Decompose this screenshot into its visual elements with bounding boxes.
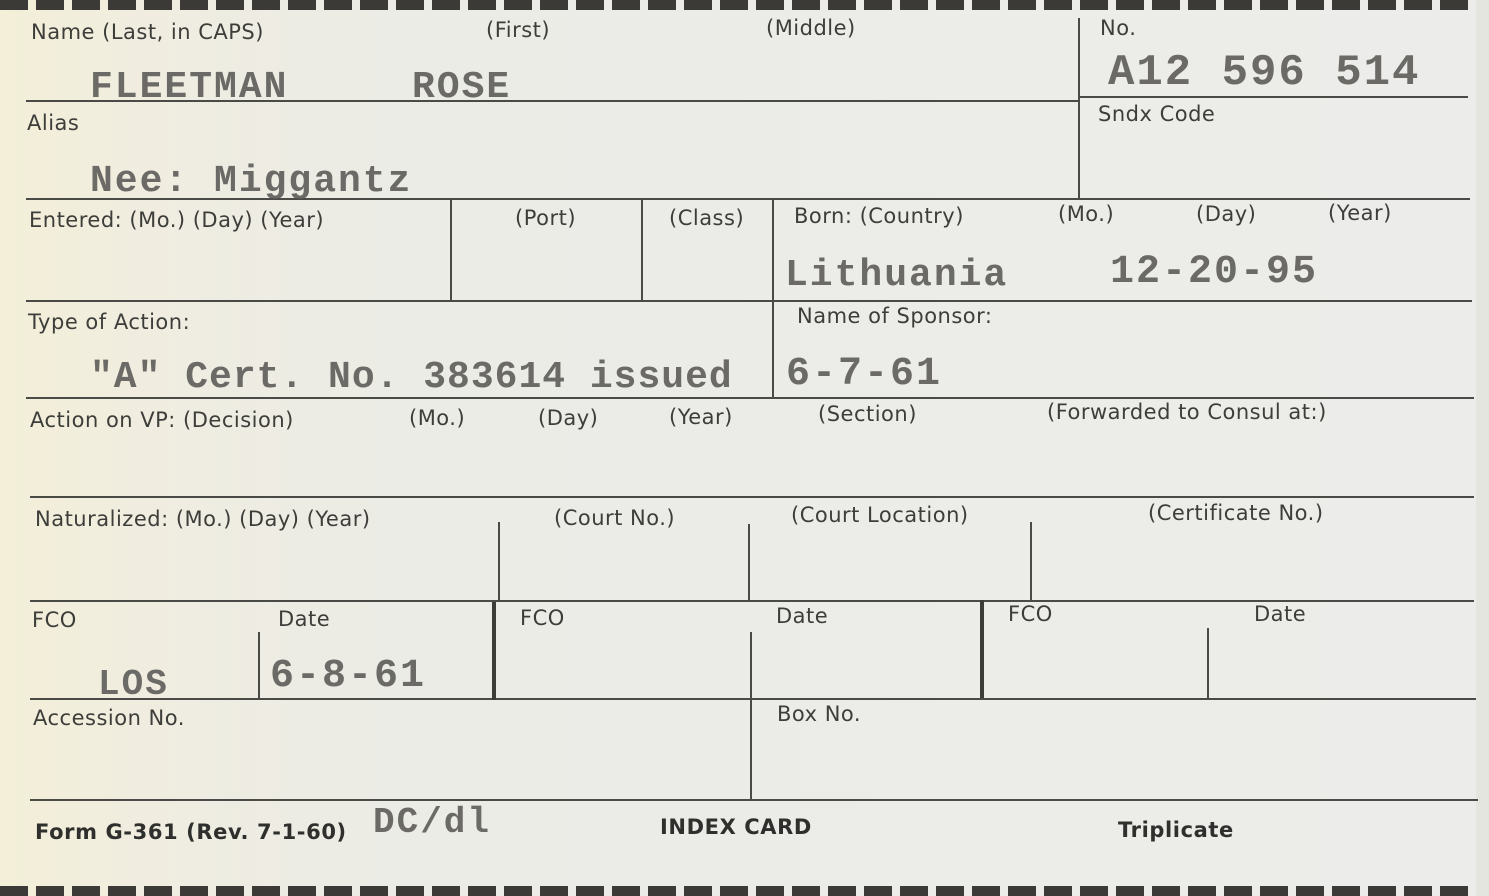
label-date-1: Date [278,607,331,631]
rule-v-number [1078,18,1080,198]
label-action-vp: Action on VP: (Decision) [30,408,294,432]
rule-v-court-no [498,522,500,600]
label-date-3: Date [1254,602,1307,626]
typed-fco-date: 6-8-61 [270,654,427,699]
rule-vp [30,496,1474,498]
rule-v-certificate [1030,522,1032,600]
typed-initials: DC/dl [373,802,492,843]
typed-fco: LOS [98,664,169,705]
copy-designation: Triplicate [1118,818,1234,842]
bottom-perforation [0,886,1489,896]
top-perforation [0,0,1489,10]
rule-entered [26,300,1472,302]
label-sndx: Sndx Code [1098,102,1216,126]
label-class: (Class) [669,206,745,230]
label-court-no: (Court No.) [554,506,676,530]
label-vp-day: (Day) [538,406,599,430]
rule-v-date1 [258,632,260,700]
typed-alias: Nee: Miggantz [90,160,413,203]
label-first: (First) [486,18,551,42]
label-entered: Entered: (Mo.) (Day) (Year) [29,208,325,232]
typed-action-date: 6-7-61 [786,352,943,397]
label-type-action: Type of Action: [28,310,191,334]
label-section: (Section) [818,402,917,426]
typed-born-date: 12-20-95 [1110,250,1319,295]
label-vp-mo: (Mo.) [409,406,466,430]
label-middle: (Middle) [766,16,856,40]
card-title: INDEX CARD [660,815,812,839]
rule-v-fco3 [980,600,984,698]
typed-action: "A" Cert. No. 383614 issued [90,356,733,399]
label-born-country: Born: (Country) [794,204,964,228]
rule-v-class [641,200,643,300]
label-sponsor: Name of Sponsor: [797,304,993,328]
form-number: Form G-361 (Rev. 7-1-60) [35,820,347,844]
typed-first-name: ROSE [412,66,512,109]
rule-v-fco2 [492,602,496,700]
label-born-day: (Day) [1196,202,1257,226]
label-fco-1: FCO [32,608,77,632]
label-court-location: (Court Location) [791,503,969,527]
typed-number: A12 596 514 [1108,48,1421,98]
rule-v-court-location [748,524,750,600]
label-naturalized: Naturalized: (Mo.) (Day) (Year) [35,507,371,531]
label-no: No. [1100,16,1137,40]
rule-accession [30,799,1478,801]
rule-v-date2 [750,632,752,800]
typed-last-name: FLEETMAN [90,66,289,109]
label-accession: Accession No. [33,706,185,730]
label-fco-3: FCO [1008,602,1053,626]
rule-v-born [772,200,774,397]
label-born-mo: (Mo.) [1058,202,1115,226]
label-forwarded: (Forwarded to Consul at:) [1047,400,1327,424]
label-port: (Port) [515,206,577,230]
rule-v-port [450,200,452,300]
label-date-2: Date [776,604,829,628]
label-fco-2: FCO [520,606,565,630]
label-alias: Alias [27,111,80,135]
typed-born-country: Lithuania [785,254,1009,297]
rule-v-date3 [1207,628,1209,698]
card-edge [1476,0,1489,896]
label-certificate-no: (Certificate No.) [1148,501,1324,525]
label-name: Name (Last, in CAPS) [31,20,264,44]
label-vp-year: (Year) [669,405,733,429]
label-box: Box No. [777,702,862,726]
rule-fco [30,698,1476,700]
label-born-year: (Year) [1328,201,1392,225]
